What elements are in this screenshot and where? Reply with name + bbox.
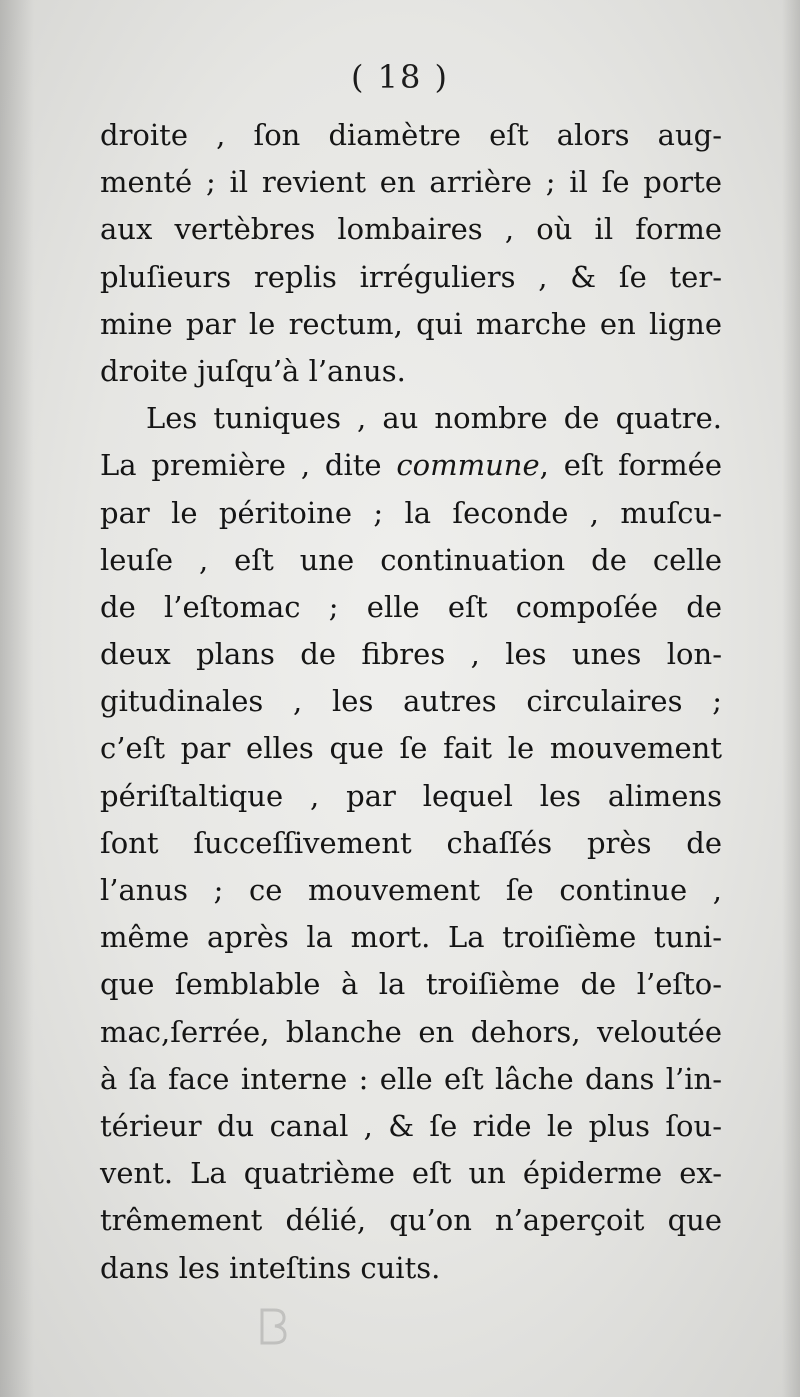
text-line (100, 442, 722, 489)
text-line: ſont ſucceſſivement chaſſés près de (100, 825, 722, 860)
text-line: par le péritoine ; la ſeconde , muſcu- (100, 495, 722, 530)
text-line: gitudinales , les autres circulaires ; (100, 684, 722, 719)
text-line: trêmement délié, qu’on n’aperçoit que (100, 1203, 722, 1238)
text-line: menté ; il revient en arrière ; il ſe porte (100, 165, 722, 200)
show-through-glyph-icon (258, 1306, 288, 1346)
text-line: leuſe , eſt une continuation de celle (100, 542, 722, 577)
text-line: deux plans de fibres , les unes lon- (100, 637, 722, 672)
text-line: dans les inteſtins cuits. (100, 1250, 441, 1285)
text-segment: La première , dite (100, 448, 397, 483)
text-line: que ſemblable à la troiſième de l’eſto- (100, 967, 722, 1002)
text-line: aux vertèbres lombaires , où il forme (100, 212, 722, 247)
paragraph-start-line: Les tuniques , au nombre de quatre. (146, 401, 722, 436)
text-segment: , eſt formée (539, 448, 722, 483)
text-line: périſtaltique , par lequel les alimens (100, 778, 722, 813)
text-line: droite , ſon diamètre eſt alors aug- (100, 118, 722, 152)
text-line: droite juſqu’à l’anus. (100, 353, 406, 388)
text-line: pluſieurs replis irréguliers , & ſe ter- (100, 259, 722, 294)
show-through-mark (258, 1306, 288, 1355)
body-text (100, 112, 722, 1292)
text-line: térieur du canal , & ſe ride le plus ſou- (100, 1108, 722, 1143)
text-line: à ſa face interne : elle eſt lâche dans l’in- (100, 1061, 722, 1096)
text-line: l’anus ; ce mouvement ſe continue , (100, 873, 722, 907)
text-line: c’eſt par elles que ſe fait le mouvement (100, 731, 722, 766)
text-line: mac,ſerrée, blanche en dehors, veloutée (100, 1014, 722, 1049)
text-line: de l’eſtomac ; elle eſt compoſée de (100, 589, 722, 624)
italic-term: commune (396, 448, 540, 483)
text-line: même après la mort. La troiſième tuni- (100, 920, 722, 955)
text-line: vent. La quatrième eſt un épiderme ex- (100, 1156, 722, 1191)
page-number: ( 18 ) (350, 58, 450, 96)
text-line: mine par le rectum, qui marche en ligne (100, 306, 722, 341)
